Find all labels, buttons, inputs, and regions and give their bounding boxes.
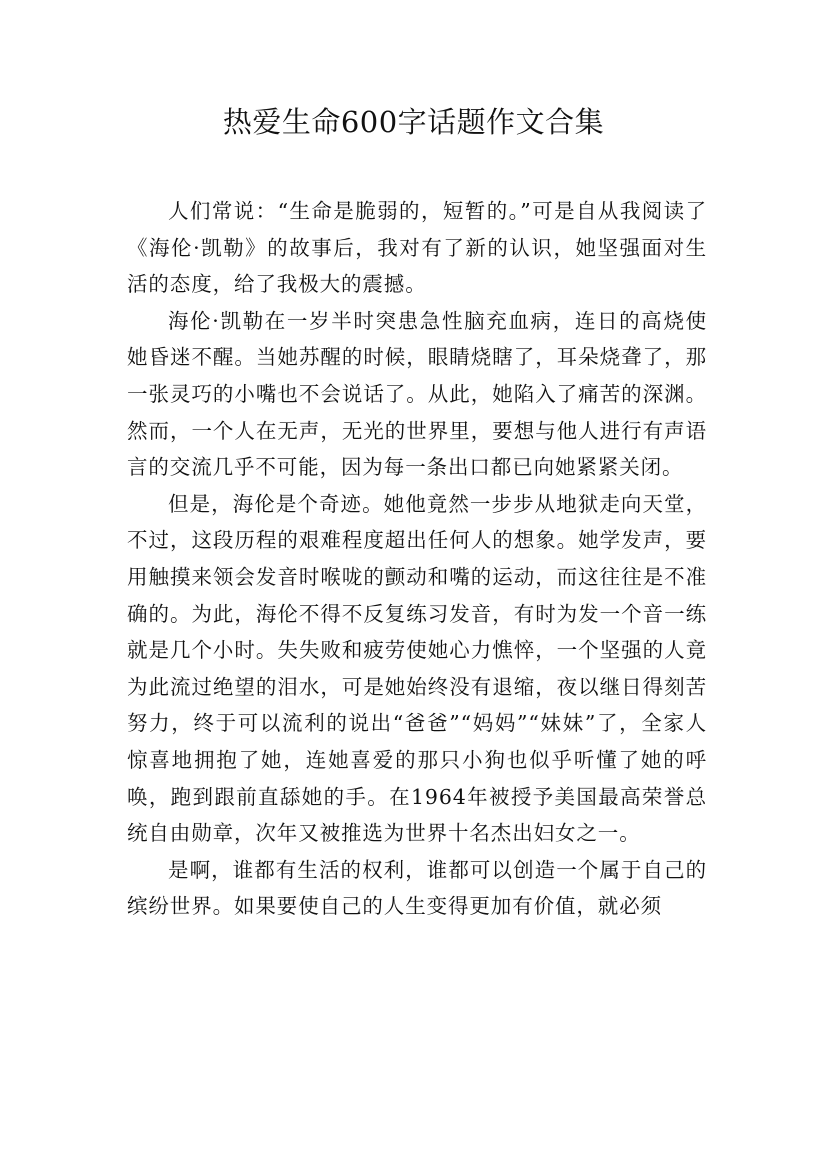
document-body: [127, 193, 707, 925]
paragraph-3: 但是，海伦是个奇迹。她他竟然一步步从地狱走向天堂，不过，这段历程的艰难程度超出任何人的想象。她学发声，要用触摸来领会发音时喉咙的颤动和嘴的运动，而这往往是不准确的。为此，海伦不得不反复练习发音，有时为发一个音一练就是几个小时。失失败和疲劳使她心力憔悴，一个坚强的人竟为此流过绝望的泪水，可是她始终没有退缩，夜以继日得刻苦努力，终于可以流利的说出“爸爸”“妈妈”“妹妹”了，全家人惊喜地拥抱了她，连她喜爱的那只小狗也似乎听懂了她的呼唤，跑到跟前直舔她的手。在1964年被授予美国最高荣誉总统自由勋章，次年又被推选为世界十名杰出妇女之一。: [127, 491, 707, 846]
paragraph-1: 人们常说：“生命是脆弱的，短暂的。”可是自从我阅读了《海伦·凯勒》的故事后，我对有了新的认识，她坚强面对生活的态度，给了我极大的震撼。: [127, 199, 707, 297]
document-title: 热爱生命600字话题作文合集: [222, 105, 605, 139]
paragraph-2: 海伦·凯勒在一岁半时突患急性脑充血病，连日的高烧使她昏迷不醒。当她苏醒的时候，眼睛烧瞎了，耳朵烧聋了，那一张灵巧的小嘴也不会说话了。从此，她陷入了痛苦的深渊。然而，一个人在无声，无光的世界里，要想与他人进行有声语言的交流几乎不可能，因为每一条出口都已向她紧紧关闭。: [127, 308, 707, 480]
paragraph-4: 是啊，谁都有生活的权利，谁都可以创造一个属于自己的缤纷世界。如果要使自己的人生变得更加有价值，就必须: [127, 857, 707, 919]
